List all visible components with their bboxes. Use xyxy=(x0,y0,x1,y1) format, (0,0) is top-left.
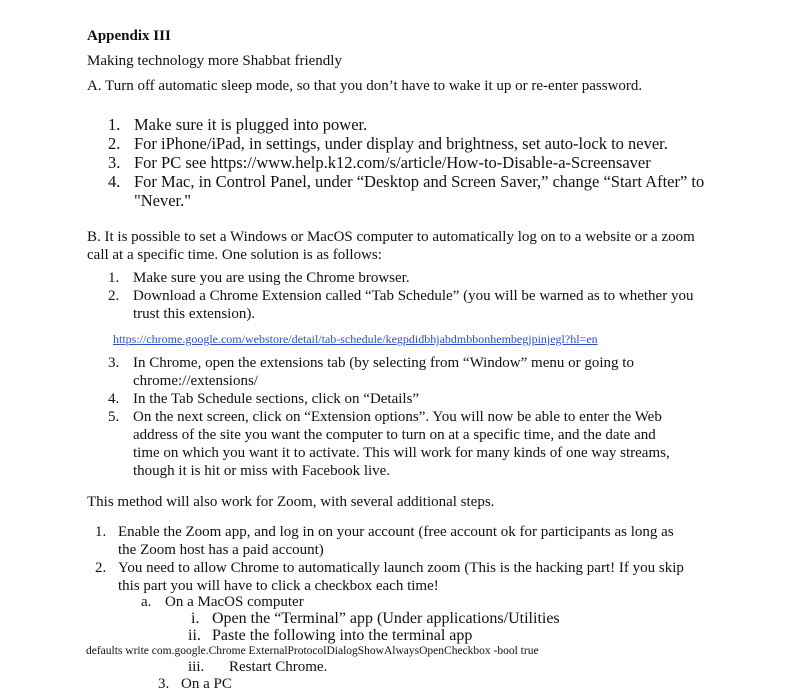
tab-schedule-webstore-link[interactable]: https://chrome.google.com/webstore/detail/tab-schedule/kegpdidbhjabdmbbonhembegjpinjegl?hl=en xyxy=(113,332,598,346)
page-subtitle: Making technology more Shabbat friendly xyxy=(87,53,342,69)
list-text: On a PC xyxy=(181,676,232,692)
list-number: 2. xyxy=(108,134,121,153)
section-b-heading-line1: B. It is possible to set a Windows or MacOS computer to automatically log on to a website or a zoom xyxy=(87,229,695,245)
section-a-heading: A. Turn off automatic sleep mode, so that you don’t have to wake it up or re-enter password. xyxy=(87,78,643,94)
list-text-continued: this part you will have to click a checkbox each time! xyxy=(118,578,439,594)
list-text: Make sure you are using the Chrome browser. xyxy=(133,270,410,286)
list-text: In the Tab Schedule sections, click on “Details” xyxy=(133,391,420,407)
list-text: Open the “Terminal” app (Under applications/Utilities xyxy=(212,610,560,627)
list-text-continued: address of the site you want the computer to turn on at a specific time, and the date and xyxy=(133,427,656,443)
list-text-continued: chrome://extensions/ xyxy=(133,373,258,389)
list-text-continued: trust this extension). xyxy=(133,306,256,322)
list-text: Enable the Zoom app, and log in on your account (free account ok for participants as long as xyxy=(118,524,674,540)
list-number: 3. xyxy=(108,355,120,371)
list-number: 2. xyxy=(108,288,120,304)
terminal-command: defaults write com.google.Chrome ExternalProtocolDialogShowAlwaysOpenCheckbox -bool true xyxy=(86,645,539,657)
list-text: Restart Chrome. xyxy=(229,659,328,675)
list-roman-number: iii. xyxy=(188,659,205,675)
list-number: 4. xyxy=(108,391,120,407)
list-number: 1. xyxy=(108,115,121,134)
list-text-continued: "Never." xyxy=(134,191,191,210)
list-roman-number: i. xyxy=(191,610,200,627)
list-text-continued: though it is hit or miss with Facebook live. xyxy=(133,463,391,479)
list-text: Paste the following into the terminal app xyxy=(212,627,473,644)
list-text: You need to allow Chrome to automatically launch zoom (This is the hacking part! If you skip xyxy=(118,560,684,576)
list-text: Download a Chrome Extension called “Tab Schedule” (you will be warned as to whether you xyxy=(133,288,694,304)
list-text-continued: time on which you want it to activate. This will work for many kinds of one way streams, xyxy=(133,445,670,461)
zoom-section-intro: This method will also work for Zoom, with several additional steps. xyxy=(87,494,495,510)
list-text: For Mac, in Control Panel, under “Desktop and Screen Saver,” change “Start After” to xyxy=(134,172,705,191)
list-text-continued: the Zoom host has a paid account) xyxy=(118,542,324,558)
list-number: 1. xyxy=(108,270,120,286)
list-number: 5. xyxy=(108,409,120,425)
list-number: 2. xyxy=(95,560,107,576)
list-letter: a. xyxy=(141,594,152,610)
list-text: On the next screen, click on “Extension options”. You will now be able to enter the Web xyxy=(133,409,662,425)
list-text: For iPhone/iPad, in settings, under display and brightness, set auto-lock to never. xyxy=(134,134,668,153)
list-text: On a MacOS computer xyxy=(165,594,304,610)
page-title: Appendix III xyxy=(87,28,171,44)
list-roman-number: ii. xyxy=(188,627,201,644)
list-number: 3. xyxy=(158,676,170,692)
section-b-heading-line2: call at a specific time. One solution is as follows: xyxy=(87,247,382,263)
list-number: 3. xyxy=(108,153,121,172)
list-number: 4. xyxy=(108,172,121,191)
list-text: For PC see https://www.help.k12.com/s/article/How-to-Disable-a-Screensaver xyxy=(134,153,651,172)
list-number: 1. xyxy=(95,524,107,540)
list-text: Make sure it is plugged into power. xyxy=(134,115,368,134)
list-text: In Chrome, open the extensions tab (by selecting from “Window” menu or going to xyxy=(133,355,634,371)
